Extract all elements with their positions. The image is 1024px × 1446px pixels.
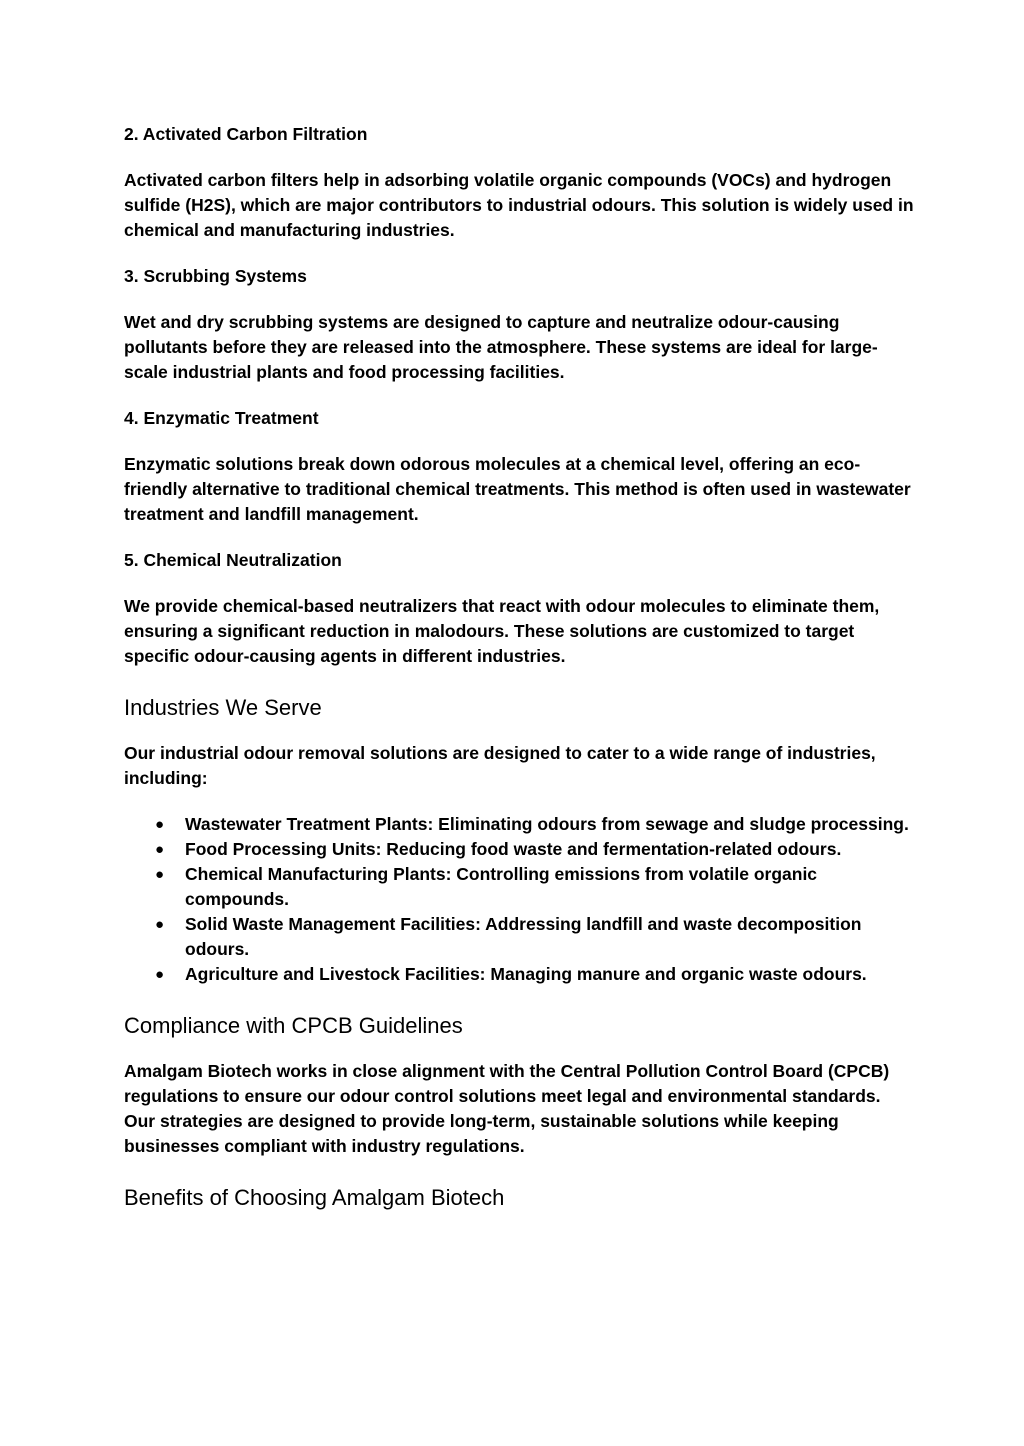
compliance-heading: Compliance with CPCB Guidelines [124,1013,463,1038]
list-item [124,912,914,962]
section-body-chemical-neutralization: We provide chemical-based neutralizers that react with odour molecules to eliminate them, ensuring a significant reduction in malodours. These solutions are customized to target specific odour-causing agents in different industries. [124,596,880,666]
bullet-icon: ● [155,866,165,883]
bullet-icon: ● [155,966,165,983]
industries-heading: Industries We Serve [124,695,322,720]
bullet-icon: ● [155,916,165,933]
section-title-chemical-neutralization: 5. Chemical Neutralization [124,550,342,570]
list-item [124,962,914,987]
list-item [124,862,914,912]
compliance-body: Amalgam Biotech works in close alignment with the Central Pollution Control Board (CPCB) regulations to ensure our odour control solutions meet legal and environmental standards. Our strategies are designed to provide long-term, sustainable solutions while keeping businesses compliant with industry regulations. [124,1061,890,1156]
list-item [124,837,914,862]
list-item-text: Wastewater Treatment Plants: Eliminating odours from sewage and sludge processing. [185,814,909,834]
section-title-activated-carbon: 2. Activated Carbon Filtration [124,124,368,144]
document-page [124,122,914,1212]
section-body-enzymatic: Enzymatic solutions break down odorous molecules at a chemical level, offering an eco-friendly alternative to traditional chemical treatments. This method is often used in wastewater treatment and landfill management. [124,454,911,524]
industries-intro: Our industrial odour removal solutions are designed to cater to a wide range of industries, including: [124,743,876,788]
list-item-text: Agriculture and Livestock Facilities: Managing manure and organic waste odours. [185,964,867,984]
industries-list [124,812,914,987]
list-item-text: Chemical Manufacturing Plants: Controlling emissions from volatile organic compounds. [185,864,818,909]
bullet-icon: ● [155,841,165,858]
section-body-scrubbing: Wet and dry scrubbing systems are designed to capture and neutralize odour-causing pollutants before they are released into the atmosphere. These systems are ideal for large-scale industrial plants and food processing facilities. [124,312,878,382]
section-body-activated-carbon: Activated carbon filters help in adsorbing volatile organic compounds (VOCs) and hydrogen sulfide (H2S), which are major contributors to industrial odours. This solution is widely used in chemical and manufacturing industries. [124,170,914,240]
list-item-text: Food Processing Units: Reducing food waste and fermentation-related odours. [185,839,842,859]
list-item-text: Solid Waste Management Facilities: Addressing landfill and waste decomposition odours. [185,914,862,959]
section-title-enzymatic: 4. Enzymatic Treatment [124,408,319,428]
benefits-heading: Benefits of Choosing Amalgam Biotech [124,1185,505,1210]
bullet-icon: ● [155,816,165,833]
section-title-scrubbing: 3. Scrubbing Systems [124,266,307,286]
list-item [124,812,914,837]
